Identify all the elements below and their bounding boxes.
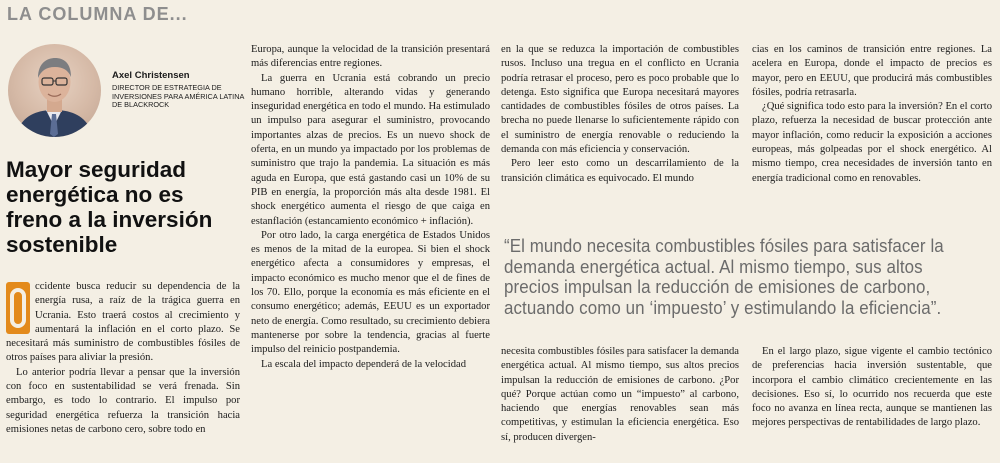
paragraph: en la que se reduzca la importación de combustibles rusos. Incluso una tregua en el conflicto en Ucrania podría retrasar el proceso, pero es poco probable que lo detenga. Esto significa que Europa necesitará mayores cantidades de combustibles fósiles de otros países. La brecha no puede llenarse lo suficientemente rápido con el suministro de energía renovable o reduciendo la demanda con más eficiencia y conservación. bbox=[501, 44, 739, 156]
paragraph: Por otro lado, la carga energética de Estados Unidos es menos de la mitad de la europea. Si bien el shock energético afecta a consumidores y empresas, el impacto económico es mucho menor que el de fines de los 70. Ello, porque la economía es más eficiente en el consumo energético; además, EEUU es un exportador neto de energía. Como resultado, su crecimiento debiera mantenerse por sobre la tendencia, gracias al fuerte impulso del reinicio postpandemia. bbox=[251, 229, 490, 356]
author-block bbox=[8, 44, 248, 144]
paragraph: ¿Qué significa todo esto para la inversión? En el corto plazo, refuerza la necesidad de buscar protección ante mayor inflación, como reducir la exposición a acciones europeas, más golpeadas por el shock energético. Al mismo tiempo, crea necesidades de inversión tanto en energía tradicional como en renovables. bbox=[752, 101, 992, 184]
article-column-3-lower bbox=[501, 345, 739, 445]
author-photo bbox=[8, 44, 101, 137]
article-column-4 bbox=[752, 43, 992, 186]
paragraph: En el largo plazo, sigue vigente el cambio tectónico de preferencias hacia inversión sustentable, que incorpora el cambio climático crecientemente en las decisiones. Eso sí, lo ocurrido nos recuerda que este foco no avanza en línea recta, aunque se mantienen las mejores perspectivas de rentabilidades de largo plazo. bbox=[752, 346, 992, 429]
paragraph: Europa, aunque la velocidad de la transición presentará más diferencias entre regiones. bbox=[251, 44, 490, 70]
paragraph: Pero leer esto como un descarrilamiento de la transición climática es equivocado. El mundo bbox=[501, 158, 739, 184]
article-column-4-lower bbox=[752, 345, 992, 431]
drop-cap-o-icon bbox=[6, 282, 30, 334]
author-name: Axel Christensen bbox=[112, 70, 190, 81]
paragraph: La guerra en Ucrania está cobrando un precio humano horrible, alterando vidas y generando inseguridad energética en todo el mundo. Ha estimulado un impulso para asegurar el suministro, provocando importantes alzas de precios. Es un nuevo shock de oferta, en un mundo ya impactado por los problemas de suministro que trajo la pandemia. La situación es más aguda en Europa, que está gastando casi un 10% de su PIB en energía, la proporción más alta desde 1981. El shock energético aumenta el riesgo de que caiga en estanflación (estancamiento económico + inflación). bbox=[251, 72, 490, 227]
article-headline: Mayor seguridad energética no es freno a la inversión sostenible bbox=[6, 157, 213, 257]
portrait-icon bbox=[8, 44, 101, 137]
paragraph: La escala del impacto dependerá de la velocidad bbox=[261, 358, 467, 370]
paragraph: cias en los caminos de transición entre regiones. La acelera en Europa, donde el impacto de precios es mayor, pero en EEUU, que producirá más combustibles fósiles, podría retrasarla. bbox=[752, 44, 992, 98]
article-column-2 bbox=[251, 43, 490, 372]
article-column-1 bbox=[6, 280, 240, 437]
section-title: LA COLUMNA DE... bbox=[7, 4, 188, 24]
paragraph bbox=[6, 280, 240, 366]
paragraph-text: ccidente busca reducir su dependencia de la energía rusa, a raíz de la trágica guerra en Ucrania. Esto traerá costos al crecimiento y aumentará la inflación en el corto plazo. Se necesitará más suministro de combustibles fósiles de otros países para aliviar la presión. bbox=[6, 281, 240, 364]
paragraph: necesita combustibles fósiles para satisfacer la demanda energética actual. Al mismo tiempo, sus altos precios impulsan la reducción de emisiones de carbono. ¿Por qué? Porque actúan como un “impuesto” al carbono, haciendo que energías renovables sean más competitivas, y estimulan la eficiencia energética. Eso sí, producen divergen- bbox=[501, 346, 739, 443]
author-role: DIRECTOR DE ESTRATEGIA DE INVERSIONES PARA AMÉRICA LATINA DE BLACKROCK bbox=[112, 83, 244, 110]
pull-quote: “El mundo necesita combustibles fósiles para satisfacer la demanda energética actual. Al mismo tiempo, sus altos precios impulsan la reducción de emisiones de carbono, actuando como un ‘impuesto’ y estimulando la eficiencia”. bbox=[504, 235, 944, 318]
article-column-3 bbox=[501, 43, 739, 186]
paragraph: Lo anterior podría llevar a pensar que la inversión con foco en sustentabilidad se verá frenada. Sin embargo, es todo lo contrario. El impulso por seguridad energética refuerza la transición hacia emisiones netas de carbono cero, sobre todo en bbox=[6, 366, 240, 435]
